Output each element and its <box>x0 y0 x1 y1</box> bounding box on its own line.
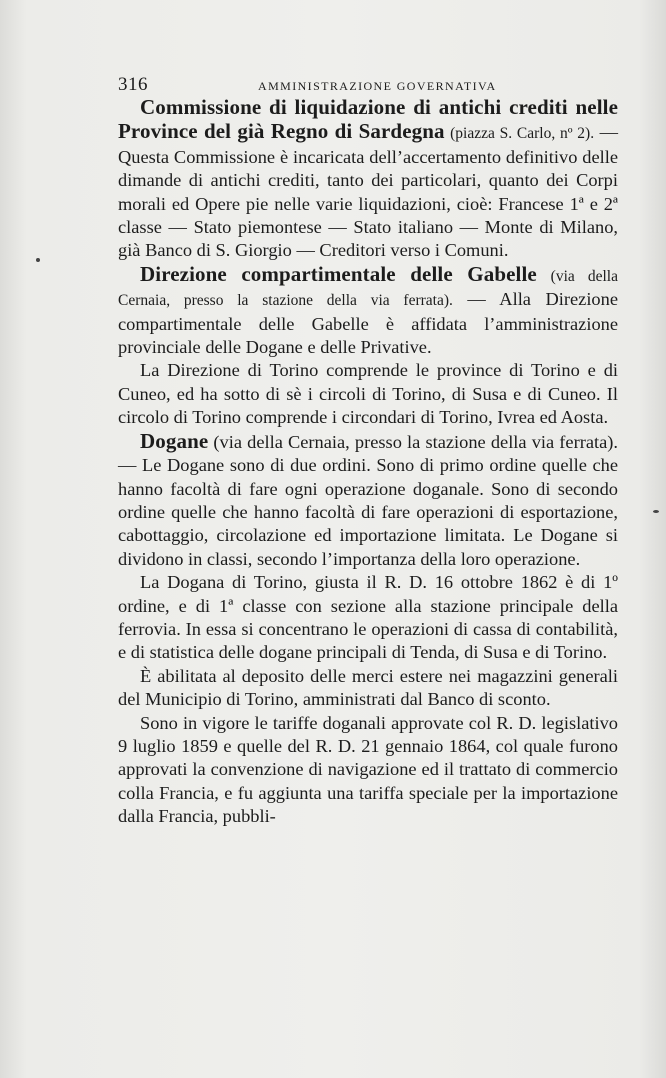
section-body: — Alla Direzione compartimentale delle Gabelle è affidata l’amministrazione provinciale delle Dogane e delle Privative. <box>118 289 618 358</box>
section-commissione <box>118 96 618 263</box>
running-head: AMMINISTRAZIONE GOVERNATIVA <box>258 79 497 93</box>
section-heading: Commissione di liquidazione di antichi crediti nelle Province del già Regno di Sardegna <box>118 95 618 144</box>
section-address: (via della Cernaia, presso la stazione della via ferrata). <box>213 431 618 452</box>
page-number: 316 <box>118 74 148 95</box>
paragraph: La Dogana di Torino, giusta il R. D. 16 ottobre 1862 è di 1º ordine, e di 1ª classe con sezione alla stazione principale della ferrovia. In essa si concentrano le operazioni di cassa di contabilità, e di statistica delle dogane principali di Tenda, di Susa e di Torino. <box>118 572 618 663</box>
section-heading: Direzione compartimentale delle Gabelle <box>140 261 537 286</box>
paragraph: Sono in vigore le tariffe doganali approvate col R. D. legislativo 9 luglio 1859 e quelle del R. D. 21 gennaio 1864, col quale furono approvati la convenzione di navigazione ed il trattato di commercio colla Francia, e fu aggiunta una tariffa speciale per la importazione dalla Francia, pubbli- <box>118 712 618 827</box>
section-address: (piazza S. Carlo, nº 2). <box>450 125 595 143</box>
paragraph: La Direzione di Torino comprende le province di Torino e di Cuneo, ed ha sotto di sè i circoli di Torino, di Susa e di Cuneo. Il circolo di Torino comprende i circondari di Torino, Ivrea ed Aosta. <box>118 360 618 428</box>
section-direzione <box>118 263 618 360</box>
scan-speck <box>653 510 659 513</box>
page-text <box>118 96 618 829</box>
scan-speck <box>36 258 40 262</box>
section-body: — Questa Commissione è incaricata dell’accertamento definitivo delle dimande di antichi crediti, tanto dei particolari, quanto dei Corpi morali ed Opere pie nelle varie liquidazioni, cioè: Francese 1ª e 2ª classe — Stato piemontese — Stato italiano — Monte di Milano, già Banco di S. Giorgio — Creditori verso i Comuni. <box>118 122 618 261</box>
section-heading: Dogane <box>140 428 209 453</box>
section-body: — Le Dogane sono di due ordini. Sono di primo ordine quelle che hanno facoltà di fare ogni operazione doganale. Sono di secondo ordine quelle che hanno facoltà di fare operazioni di esportazione, cabottaggio, circolazione ed importazione limitata. Le Dogane si dividono in classi, secondo l’importanza della loro operazione. <box>118 455 618 569</box>
section-dogane <box>118 430 618 571</box>
section-address: (via della Cernaia, presso la stazione della via ferrata). <box>118 267 618 310</box>
paragraph: È abilitata al deposito delle merci estere nei magazzini generali del Municipio di Torino, amministrati dal Banco di sconto. <box>118 665 618 710</box>
